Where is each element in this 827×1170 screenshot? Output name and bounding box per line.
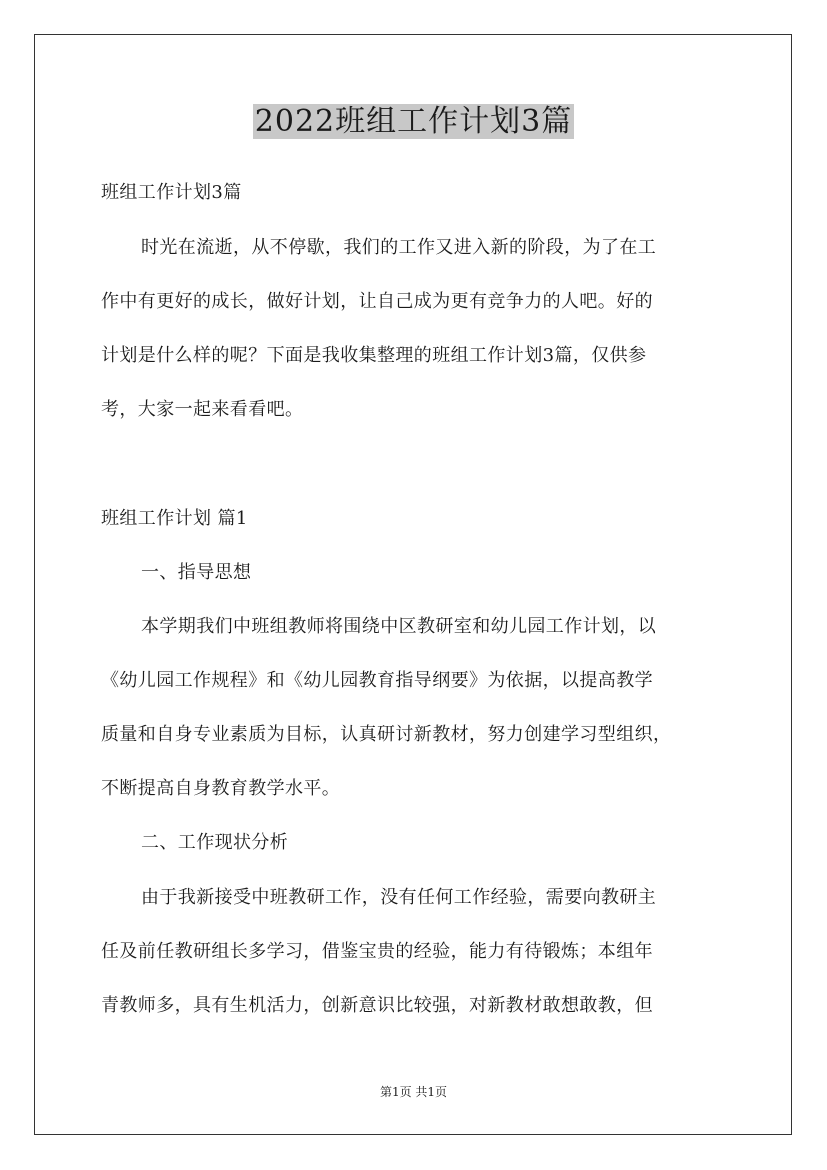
part-heading: 二、工作现状分析 [141,832,289,853]
paragraph-line: 本学期我们中班组教师将围绕中区教研室和幼儿园工作计划，以 [141,616,657,637]
document-title-text: 2022班组工作计划3篇 [254,104,573,139]
intro-line: 计划是什么样的呢？下面是我收集整理的班组工作计划3篇，仅供参 [101,345,647,366]
paragraph-line: 青教师多，具有生机活力，创新意识比较强，对新教材敢想敢教，但 [101,995,653,1016]
paragraph-line: 《幼儿园工作规程》和《幼儿园教育指导纲要》为依据，以提高教学 [101,670,653,691]
paragraph-line: 质量和自身专业素质为目标，认真研讨新教材，努力创建学习型组织， [101,724,672,745]
intro-line: 时光在流逝，从不停歇，我们的工作又进入新的阶段，为了在工 [141,237,657,258]
paragraph-line: 不断提高自身教育教学水平。 [101,778,341,799]
paragraph-line: 由于我新接受中班教研工作，没有任何工作经验，需要向教研主 [141,887,657,908]
page-footer: 第1页 共1页 [379,1085,448,1099]
document-subtitle: 班组工作计划3篇 [101,182,242,203]
paragraph-line: 任及前任教研组长多学习，借鉴宝贵的经验，能力有待锻炼；本组年 [101,941,653,962]
intro-line: 考，大家一起来看看吧。 [101,399,304,420]
intro-line: 作中有更好的成长，做好计划，让自己成为更有竞争力的人吧。好的 [101,291,653,312]
document-title [0,100,827,144]
section-heading: 班组工作计划 篇1 [101,508,248,529]
part-heading: 一、指导思想 [141,562,252,583]
